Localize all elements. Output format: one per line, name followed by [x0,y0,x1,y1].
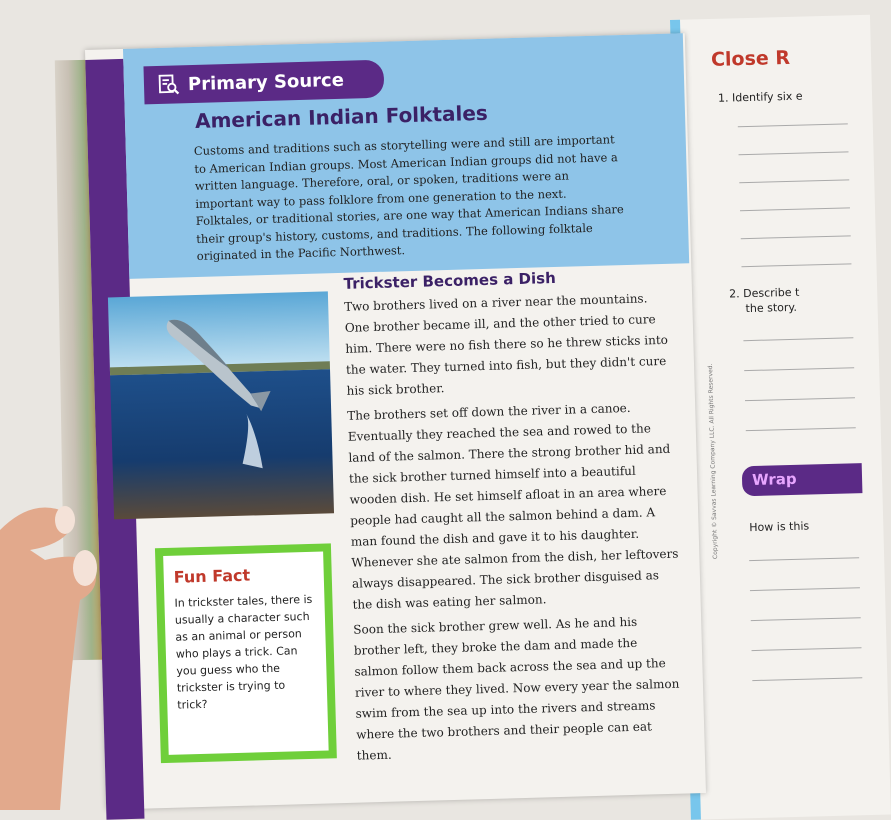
story-title: Trickster Becomes a Dish [343,266,673,293]
page-title: American Indian Folktales [195,101,488,133]
intro-paragraph: Customs and traditions such as storytelling were and still are important to American Indian groups. Most American Indian groups did not have a written language. Therefore, oral, or spoken, traditions were an important way to pass folklore from one generation to the next. Folktales, or traditional stories, are one way that American Indians share their group's history, customs, and traditions. The following folktale originated in the Pacific Northwest. [194,131,627,265]
fun-fact-title: Fun Fact [173,564,313,587]
answer-line [752,647,862,651]
question-1: 1. Identify six e [718,89,803,106]
hand-photo [0,490,110,810]
answer-line [741,263,851,267]
answer-line [743,337,853,341]
story-paragraph: The brothers set off down the river in a canoe. Eventually they reached the sea and rowed to the land of the salmon. There the strong brother hid and the sick brother turned himself into a beautiful wooden dish. He set himself afloat in an area where people had caught all the salmon behind a dam. A man found the dish and gave it to his daughter. Whenever she ate salmon from the dish, her leftovers always disappeared. The sick brother disguised as the dish was eating her salmon. [347,397,683,616]
question-2-line-2: the story. [729,300,800,317]
answer-line [746,427,856,431]
answer-line [741,235,851,239]
salmon-photo [108,291,334,519]
primary-source-label: Primary Source [188,69,344,94]
answer-line [740,207,850,211]
question-2-line-1: 2. Describe t [729,285,800,302]
story-paragraph: Two brothers lived on a river near the mountains. One brother became ill, and the other tried to cure him. There were no fish there so he threw sticks into the water. They turned into fish, but they didn't cure his sick brother. [344,288,677,402]
primary-source-badge [143,60,384,105]
fun-fact-body: In trickster tales, there is usually a character such as an animal or person who plays a trick. Can you guess who the trickster is trying to trick? [174,591,317,714]
answer-line [745,397,855,401]
answer-line [749,557,859,561]
magnifier-document-icon [158,73,181,96]
answer-line [738,123,848,127]
question-2 [729,285,800,317]
wrap-up-band [742,463,863,496]
answer-line [739,179,849,183]
wrap-question: How is this [749,519,809,536]
salmon-jumping-image [108,291,334,519]
answer-line [739,151,849,155]
close-reading-heading: Close R [711,47,791,71]
left-page [85,33,706,809]
wrap-up-label: Wrap [752,470,797,489]
fun-fact-box [155,543,337,763]
answer-line [752,677,862,681]
header-band [123,33,689,279]
answer-line [750,587,860,591]
answer-line [744,367,854,371]
story-paragraph: Soon the sick brother grew well. As he and his brother left, they broke the dam and made the salmon follow them back across the sea and up the river to where they lived. Now every year the salmon swim from the sea up into the rivers and streams where the two brothers and their people can eat them. [353,611,687,767]
story-section [343,266,687,771]
copyright-text: Copyright © Savvas Learning Company LLC. All Rights Reserved. [705,299,719,559]
answer-line [751,617,861,621]
